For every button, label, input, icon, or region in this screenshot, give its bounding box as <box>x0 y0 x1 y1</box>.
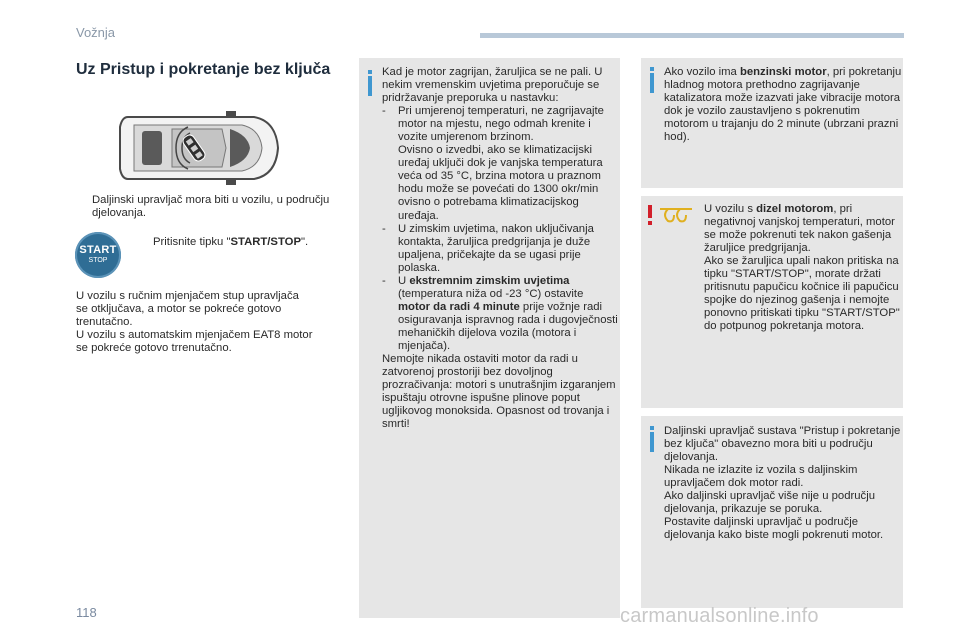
panel-divider <box>641 188 903 196</box>
bullet-text-pre: Pritisnite tipku " <box>153 236 231 248</box>
gearbox-paragraph <box>76 290 351 355</box>
item-pre: U <box>398 274 410 287</box>
diesel-pre: U vozilu s <box>704 203 757 215</box>
dash-marker: - <box>382 222 386 235</box>
item-mid: (temperatura niža od -23 °C) ostavite <box>398 287 584 300</box>
diesel-extra: Ako se žaruljica upali nakon pritiska na tipku "START/STOP", morate držati pritisnutu papučicu kočnice ili papučicu spojke do njezinog gašenja i nemojte ponovno pritiskati tipku "START/STOP" do potpunog pokretanja motora. <box>704 255 900 333</box>
watermark: carmanualsonline.info <box>620 605 819 627</box>
item-text: U zimskim uvjetima, nakon uključivanja kontakta, žaruljica predgrijanja je duže upaljena, pričekajte da se ugasi prije polaska. <box>398 222 594 274</box>
start-label: START <box>79 244 117 256</box>
dash-marker: - <box>382 274 386 287</box>
item-bold-1: ekstremnim zimskim uvjetima <box>409 274 570 287</box>
petrol-engine-text <box>664 66 902 144</box>
diesel-post: , pri negativnoj vanjskoj temperaturi, motor se može pokrenuti tek nakon gašenja žaruljice predgrijanja. <box>704 203 895 255</box>
bullet-text: Daljinski upravljač mora biti u vozilu, u području djelovanja. <box>92 194 330 220</box>
gearbox-line: se pokreće gotovo trrenutačno. <box>76 342 232 355</box>
petrol-pre: Ako vozilo ima <box>664 66 740 78</box>
closing-warning-text: Nemojte nikada ostaviti motor da radi u zatvorenoj prostoriji bez dovoljnog prozračivanja: motori s unutrašnjim izgaranjem ispuštaju otrovne ispušne plinove poput ugljikovog monoksida. Opasnost od trovanja i smrti! <box>382 353 616 431</box>
dash-marker: - <box>382 105 386 118</box>
item-post: prije vožnje radi osiguravanja ispravnog rada i dugovječnosti mehaničkih dijelova vozila (motora i mjenjača). <box>398 300 618 352</box>
remote-line: Ako daljinski upravljač više nije u području djelovanja, prikazuje se poruka. <box>664 490 875 516</box>
car-top-view-icon <box>114 109 284 187</box>
remote-line: Daljinski upravljač sustava "Pristup i pokretanje bez ključa" obavezno mora biti u području djelovanja. <box>664 425 901 464</box>
diesel-bold: dizel motorom <box>756 203 834 215</box>
section-label: Vožnja <box>76 25 116 40</box>
page-title: Uz Pristup i pokretanje bez ključa <box>76 61 331 78</box>
info-icon <box>650 432 654 452</box>
item-extra-text: Ovisno o izvedbi, ako se klimatizacijski uređaj uključi dok je vanjska temperatura veća od 35 °C, brzina motora u praznom hodu može se povećati do 1300 okr/min ovisno o potrebama klimatizacijskog uređaja. <box>398 144 603 222</box>
gearbox-line: se otključava, a motor se pokreće gotovo <box>76 303 282 316</box>
remote-line: Nikada ne izlazite iz vozila s daljinskim upravljačem dok motor radi. <box>664 464 858 490</box>
bullet-text-bold: START/STOP <box>230 236 301 248</box>
gearbox-line: U vozilu s automatskim mjenjačem EAT8 motor <box>76 329 313 342</box>
start-stop-button-icon <box>75 232 121 278</box>
gearbox-line: trenutačno. <box>76 316 133 329</box>
stop-label: STOP <box>88 257 108 264</box>
dash-item-winter <box>382 223 618 275</box>
remote-line: Postavite daljinski upravljač u područje djelovanja kako biste mogli pokrenuti motor. <box>664 516 884 542</box>
info-icon <box>650 73 654 93</box>
dash-item-extreme-winter <box>382 275 618 353</box>
dash-item-moderate-temp <box>382 105 618 222</box>
panel-divider <box>641 408 903 416</box>
gearbox-line: U vozilu s ručnim mjenjačem stup upravljača <box>76 290 299 302</box>
car-illustration <box>114 109 284 187</box>
intro-text: Kad je motor zagrijan, žaruljica se ne pali. U nekim vremenskim uvjetima preporučuje se pridržavanje preporuka u nastavku: <box>382 66 603 105</box>
engine-warm-text <box>382 66 618 431</box>
info-icon <box>368 76 372 96</box>
bullet-press-start-stop <box>137 236 363 249</box>
bullet-text-post: ". <box>300 236 309 248</box>
diesel-engine-text <box>704 203 900 333</box>
header-bar <box>480 33 904 38</box>
warning-icon <box>646 203 696 227</box>
remote-range-text <box>664 425 902 542</box>
page-number: 118 <box>76 605 97 620</box>
petrol-bold: benzinski motor <box>739 66 827 78</box>
petrol-post: , pri pokretanju hladnog motora prethodno zagrijavanje katalizatora može izazvati jake vibracije motora dok je vozilo zaustavljeno s pokrenutim motorom u trajanju do 2 minute (ubrzani prazni hod). <box>664 66 902 144</box>
item-bold-2: motor da radi 4 minute <box>398 300 520 313</box>
item-text: Pri umjerenoj temperaturi, ne zagrijavajte motor na mjestu, nego odmah krenite i vozite umjerenom brzinom. <box>398 105 604 144</box>
bullet-remote-in-vehicle <box>76 194 342 220</box>
